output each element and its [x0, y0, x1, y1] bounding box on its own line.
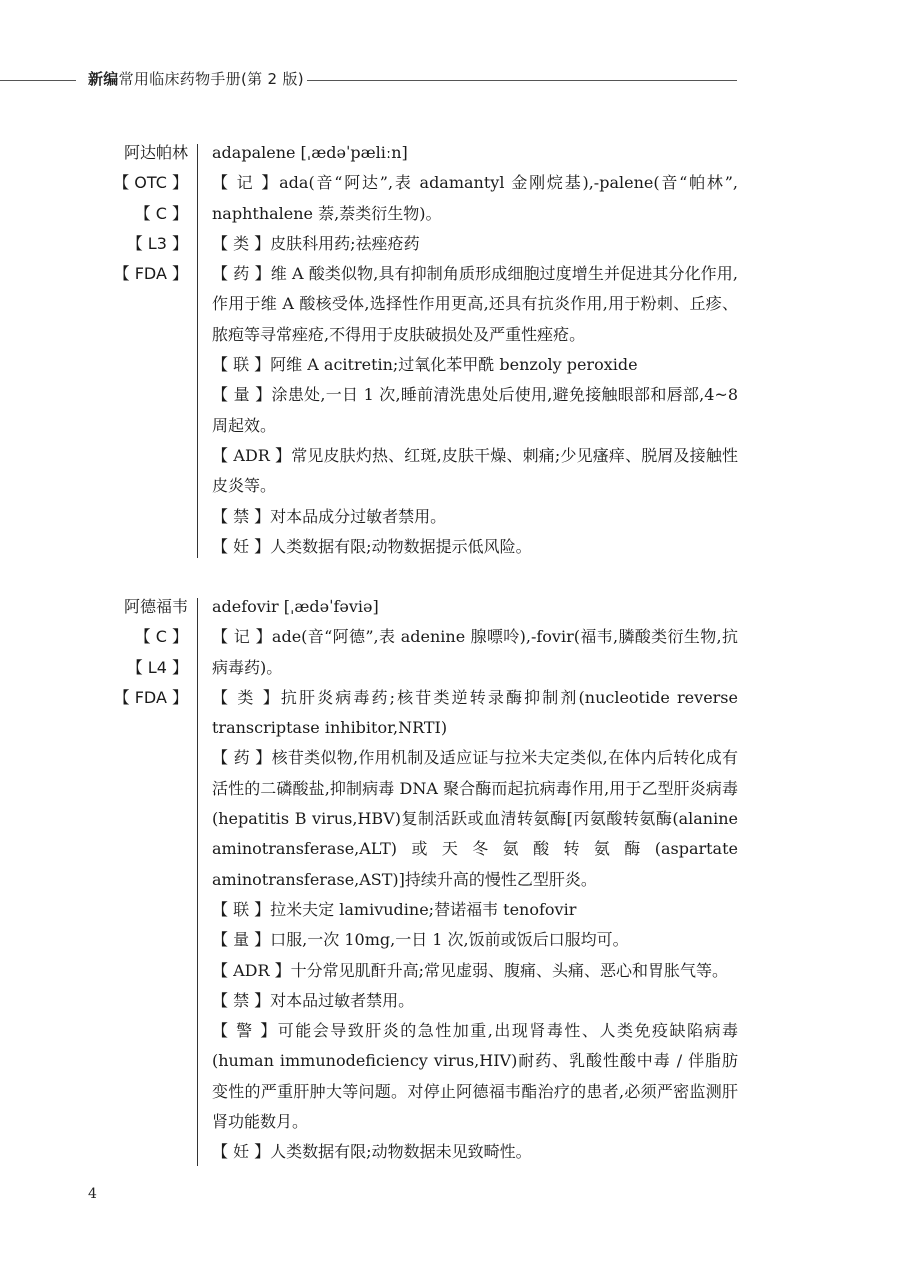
entry-divider-line	[197, 598, 198, 1166]
tag-l3: 【 L3 】	[126, 233, 188, 253]
section-adr: 【 ADR 】十分常见肌酐升高;常见虚弱、腹痛、头痛、恶心和胃胀气等。	[212, 960, 728, 980]
book-title-rest: 常用临床药物手册(第 2 版)	[118, 70, 304, 88]
section-pharmacology: 【 药 】维 A 酸类似物,具有抑制角质形成细胞过度增生并促进其分化作用,作用于维 A 酸核受体,选择性作用更高,还具有抗炎作用,用于粉刺、丘疹、脓疱等寻常痤疮,不得用于皮肤破损处及严重性痤疮。	[212, 264, 738, 344]
section-pregnancy: 【 妊 】人类数据有限;动物数据未见致畸性。	[212, 1142, 532, 1162]
page-number: 4	[88, 1186, 97, 1202]
drug-en-name: adefovir [ˌædəˈfəviə]	[212, 597, 379, 616]
drug-cn-name: 阿德福韦	[123, 597, 188, 616]
tag-otc: 【 OTC 】	[113, 173, 188, 193]
book-title	[88, 68, 304, 89]
section-pregnancy: 【 妊 】人类数据有限;动物数据提示低风险。	[212, 536, 532, 556]
tag-c: 【 C 】	[134, 203, 188, 223]
book-title-bold: 新编	[88, 70, 119, 88]
entry-tags	[60, 138, 188, 289]
tag-fda: 【 FDA 】	[113, 687, 188, 707]
section-related: 【 联 】拉米夫定 lamivudine;替诺福韦 tenofovir	[212, 899, 577, 919]
section-contraindication: 【 禁 】对本品过敏者禁用。	[212, 990, 415, 1010]
entry-divider-line	[197, 144, 198, 558]
header-rule-left	[0, 80, 76, 81]
running-header	[0, 66, 900, 96]
tag-l4: 【 L4 】	[126, 657, 188, 677]
header-rule-right	[307, 80, 737, 81]
entry-body	[212, 138, 738, 562]
section-dosage: 【 量 】口服,一次 10mg,一日 1 次,饭前或饭后口服均可。	[212, 930, 629, 950]
section-pharmacology: 【 药 】核苷类似物,作用机制及适应证与拉米夫定类似,在体内后转化成有活性的二磷酸盐,抑制病毒 DNA 聚合酶而起抗病毒作用,用于乙型肝炎病毒(hepatitis B virus,HBV)复制活跃或血清转氨酶[丙氨酸转氨酶(alanine aminotransferase,ALT)或天冬氨酸转氨酶(aspartate aminotransferase,AST)]持续升高的慢性乙型肝炎。	[212, 748, 738, 889]
section-dosage: 【 量 】涂患处,一日 1 次,睡前清洗患处后使用,避免接触眼部和唇部,4~8 周起效。	[212, 385, 738, 435]
entry-body	[212, 592, 738, 1168]
section-class: 【 类 】皮肤科用药;祛痤疮药	[212, 233, 420, 253]
drug-en-name: adapalene [ˌædəˈpæliːn]	[212, 143, 408, 162]
drug-cn-name: 阿达帕林	[123, 143, 188, 162]
tag-fda: 【 FDA 】	[113, 264, 188, 284]
section-etymology: 【 记 】ada(音“阿达”,表 adamantyl 金刚烷基),-palene(音“帕林”, naphthalene 萘,萘类衍生物)。	[212, 173, 738, 223]
section-adr: 【 ADR 】常见皮肤灼热、红斑,皮肤干燥、刺痛;少见瘙痒、脱屑及接触性皮炎等。	[212, 445, 738, 496]
section-related: 【 联 】阿维 A acitretin;过氧化苯甲酰 benzoly peroxide	[212, 355, 638, 375]
section-class: 【 类 】抗肝炎病毒药;核苷类逆转录酶抑制剂(nucleotide reverse transcriptase inhibitor,NRTI)	[212, 687, 738, 738]
entry-tags	[60, 592, 188, 713]
section-warning: 【 警 】可能会导致肝炎的急性加重,出现肾毒性、人类免疫缺陷病毒(human immunodeficiency virus,HIV)耐药、乳酸性酸中毒 / 伴脂肪变性的严重肝肿大等问题。对停止阿德福韦酯治疗的患者,必须严密监测肝肾功能数月。	[212, 1021, 738, 1132]
section-etymology: 【 记 】ade(音“阿德”,表 adenine 腺嘌呤),-fovir(福韦,膦酸类衍生物,抗病毒药)。	[212, 627, 738, 677]
section-contraindication: 【 禁 】对本品成分过敏者禁用。	[212, 506, 447, 526]
tag-c: 【 C 】	[134, 627, 188, 647]
